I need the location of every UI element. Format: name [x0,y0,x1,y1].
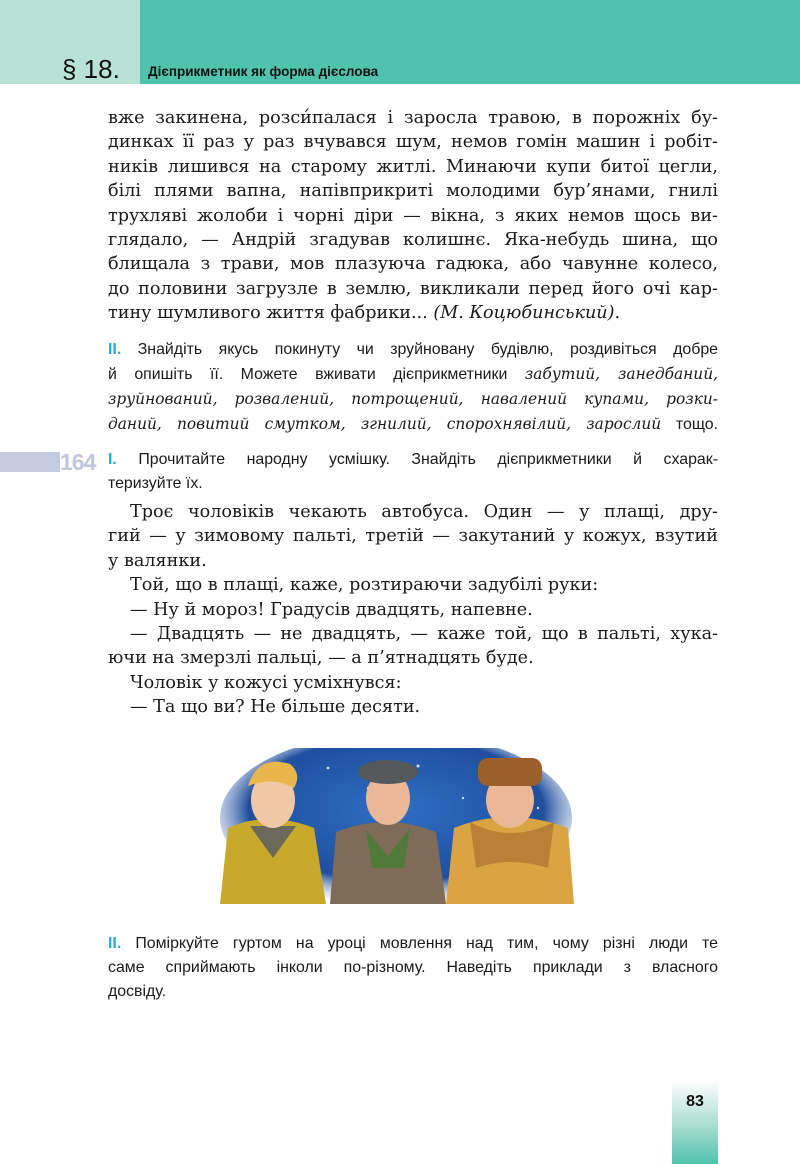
story-line: ючи на змерзлі пальці, — а п’ятнадцять буде. [108,648,534,669]
exercise-task-read [108,448,718,496]
story-line: Чоловік у кожусі усміхнувся: [130,672,402,693]
story-line: — Та що ви? Не більше десяти. [130,697,421,718]
task-italic-words: даний, повитий смутком, згнилий, спорохнявілий, зарослий [108,415,662,433]
task-line [108,387,718,412]
task-italic-words: забутий, занедбаний, [524,365,718,383]
passage-line: трухляві жолоби і чорні діри — вікна, з яких немов щось ви- [108,205,718,226]
task-text: Поміркуйте гуртом на уроці мовлення над тим, чому різні люди те [135,935,718,952]
task-line: саме сприймають інколи по-різному. Наведіть приклади з власного [108,959,718,976]
passage-line: динках її раз у раз вчувався шум, немов гомін машин і робіт- [108,132,718,153]
section-title: Дієприкметник як форма дієслова [148,64,379,79]
story-line: — Ну й мороз! Градусів двадцять, напевне. [130,599,533,620]
task-describe-building [108,338,718,437]
exercise-marker-bar [0,452,60,472]
literary-passage [108,106,718,326]
roman-numeral: ІІ. [108,341,122,358]
task-line [108,932,718,956]
story-line: — Двадцять — не двадцять, — каже той, що в пальті, хука- [130,624,718,645]
three-men-illustration [218,748,574,904]
task-line [108,362,718,387]
section-number: § 18. [62,54,120,84]
task-italic-words: зруйнований, розвалений, потрощений, навалений купами, розки- [108,390,718,408]
task-line: досвіду. [108,983,167,1000]
folk-story [108,500,718,720]
task-text: Прочитайте народну усмішку. Знайдіть дієприкметники й схарак- [138,451,718,468]
passage-line: білі плями вапна, напівприкриті молодими бур’янами, гнилі [108,181,718,202]
page-number: 83 [686,1093,704,1110]
task-line [108,338,718,362]
passage-line: глядало, — Андрій згадував колишнє. Яка-небудь шина, що [108,230,718,251]
roman-numeral: ІІ. [108,935,122,952]
task-text: тощо. [675,416,718,433]
task-text: Знайдіть якусь покинуту чи зруйновану будівлю, роздивіться добре [137,341,718,358]
task-line [108,448,718,472]
task-line: теризуйте їх. [108,475,203,492]
passage-line: ників лишився на старому житлі. Минаючи купи битої цегли, [108,156,718,177]
passage-last-text: тину шумливого життя фабрики... [108,303,428,324]
passage-line: до половини загрузле в землю, викликали перед його очі кар- [108,278,718,299]
exercise-number: 164 [60,449,96,475]
task-discussion [108,932,718,1004]
story-line: у валянки. [108,550,207,571]
story-line: гий — у зимовому пальті, третій — закутаний у кожух, взутий [108,526,718,547]
story-line: Той, що в плащі, каже, розтираючи задубілі руки: [130,575,599,596]
passage-author: (М. Коцюбинський). [433,303,621,324]
task-line [108,412,718,437]
task-text: й опишіть її. Можете вживати дієприкметники [108,366,508,383]
passage-last-line [108,301,718,325]
passage-line: вже закинена, розси́палася і заросла травою, в порожніх бу- [108,108,718,128]
passage-line: блищала з трави, мов плазуюча гадюка, або чавунне колесо, [108,254,718,275]
roman-numeral: І. [108,451,117,468]
story-line: Троє чоловіків чекають автобуса. Один — у плащі, дру- [130,502,718,522]
